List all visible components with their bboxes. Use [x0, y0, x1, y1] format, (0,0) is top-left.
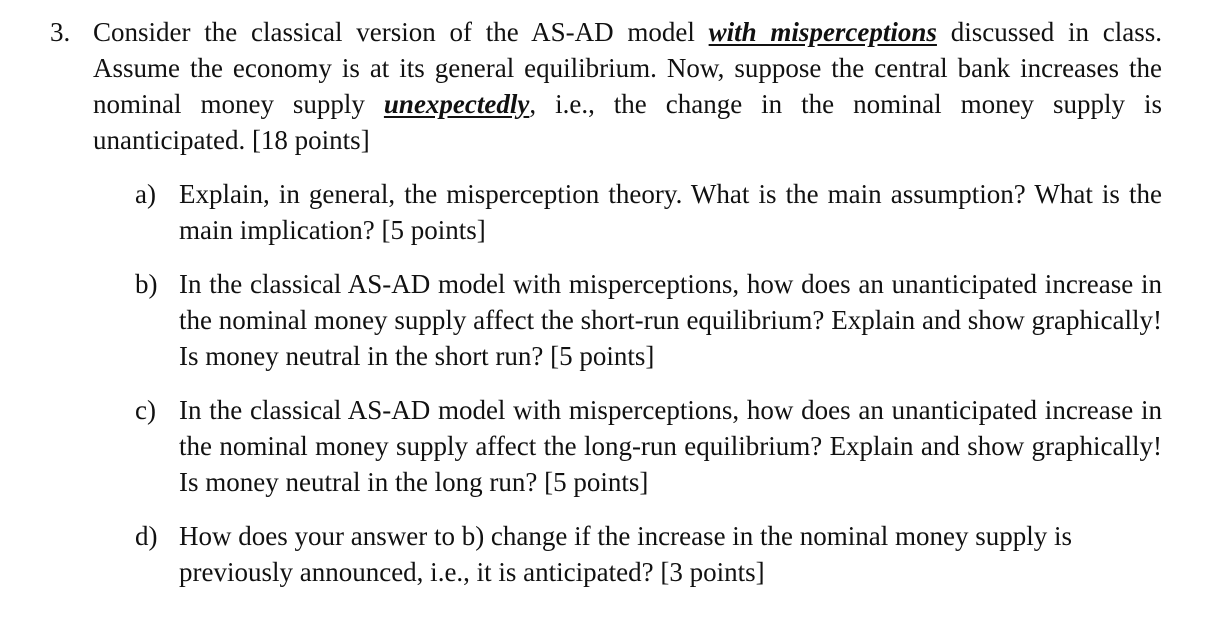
- subpart-b: [135, 266, 1162, 374]
- subparts-list: [135, 176, 1162, 608]
- subpart-c: [135, 392, 1162, 500]
- subpart-label: b): [135, 269, 158, 299]
- question-text-part-1: Consider the classical version of the AS-AD model: [93, 17, 709, 47]
- subpart-text: How does your answer to b) change if the increase in the nominal money supply is previously announced, i.e., it is anticipated? [3 points]: [179, 521, 1073, 587]
- subpart-label: c): [135, 395, 156, 425]
- question-text-part-2: discussed in class. Assume the economy is at its general equilibrium. Now, suppose the central bank increases the nominal money supply: [93, 17, 1162, 119]
- subpart-text: In the classical AS-AD model with misperceptions, how does an unanticipated increase in the nominal money supply affect the short-run equilibrium? Explain and show graphically! Is money neutral in the short run? [5 points]: [179, 269, 1162, 371]
- emphasis-unexpectedly: unexpectedly: [383, 89, 530, 119]
- subpart-text: In the classical AS-AD model with misperceptions, how does an unanticipated increase in the nominal money supply affect the long-run equilibrium? Explain and show graphically! Is money neutral in the long run? [5 points]: [179, 395, 1162, 497]
- subpart-label: d): [135, 521, 158, 551]
- subpart-label: a): [135, 179, 156, 209]
- subpart-text: Explain, in general, the misperception theory. What is the main assumption? What is the main implication? [5 points]: [179, 179, 1162, 245]
- question-text-part-3: , i.e., the change in the nominal money supply is unanticipated. [18 points]: [93, 89, 1163, 155]
- subpart-d: [135, 518, 1162, 590]
- question-3: [50, 14, 1162, 158]
- question-text: [93, 14, 1162, 158]
- subpart-a: [135, 176, 1162, 248]
- question-number: 3.: [50, 17, 71, 47]
- emphasis-with-misperceptions: with misperceptions: [708, 17, 937, 47]
